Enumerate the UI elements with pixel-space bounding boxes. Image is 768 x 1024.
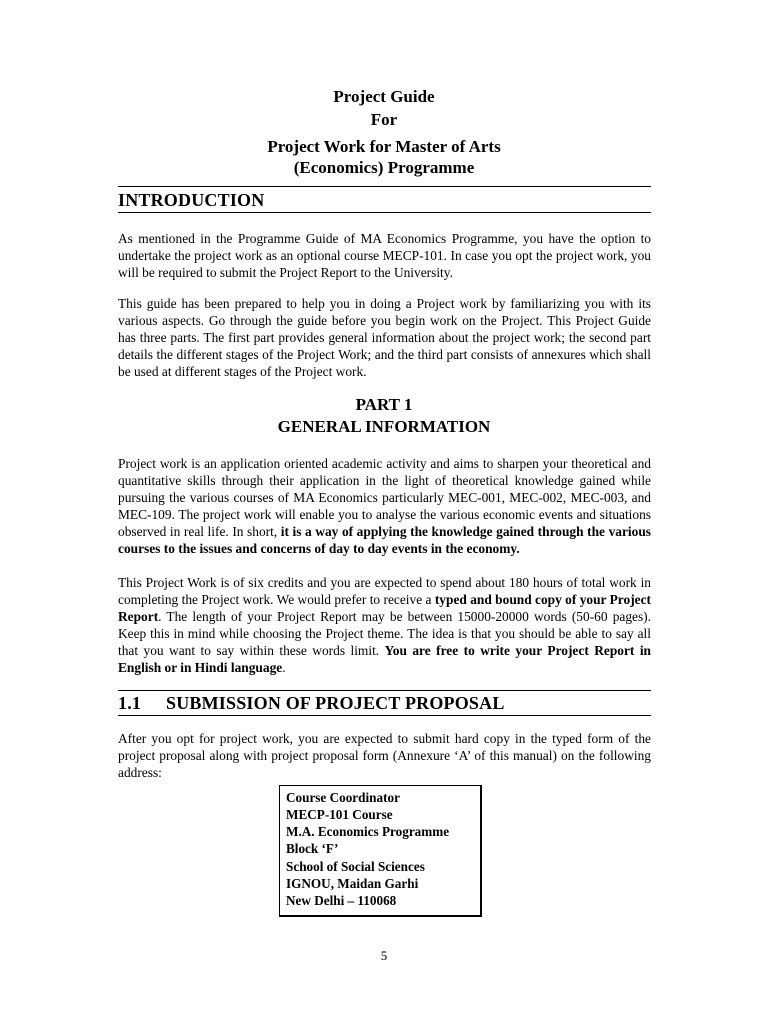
part1-paragraph-2-c: . The length of your Project Report may be between 15000-20000 words (50-60 pages). Keep this in mind while choosing the Project theme. The idea is that you should be able to say all that you want to say within these words limit. bbox=[118, 609, 651, 658]
rule-intro-bottom bbox=[118, 212, 651, 213]
part1-subtitle: GENERAL INFORMATION bbox=[277, 417, 491, 436]
part1-paragraph-1-text: Project work is an application oriented academic activity and aims to sharpen your theoretical and quantitative skills through their application in the light of theoretical knowledge gained while pursuing the various courses of MA Economics particularly MEC-001, MEC-002, MEC-003, and MEC-109. The project work will enable you to analyse the various economic events and situations observed in real life. In short, bbox=[118, 456, 651, 539]
address-line: MECP-101 Course bbox=[286, 807, 393, 822]
part1-paragraph-2-e: . bbox=[282, 660, 286, 675]
address-line: M.A. Economics Programme bbox=[286, 824, 450, 839]
introduction-heading: INTRODUCTION bbox=[118, 190, 265, 210]
address-line: Block ‘F’ bbox=[286, 841, 339, 856]
address-line: Course Coordinator bbox=[286, 790, 400, 805]
address-line: IGNOU, Maidan Garhi bbox=[286, 876, 419, 891]
part1-paragraph-2 bbox=[118, 574, 651, 676]
title-programme: (Economics) Programme bbox=[293, 158, 475, 177]
title-project-work: Project Work for Master of Arts bbox=[267, 137, 501, 156]
part1-paragraph-2-a: This Project Work is of six credits and you are expected to spend about 180 hours of total work in completing the Project work. We would prefer to receive a bbox=[118, 575, 651, 607]
section-number: 1.1 bbox=[118, 693, 142, 713]
address-line: School of Social Sciences bbox=[286, 859, 425, 874]
introduction-paragraph-2: This guide has been prepared to help you in doing a Project work by familiarizing you with its various aspects. Go through the guide before you begin work on the Project. This Project Guide has three parts. The first part provides general information about the project work; the second part details the different stages of the Project Work; and the third part consists of annexures which shall be used at different stages of the Project work. bbox=[118, 296, 651, 379]
part1-paragraph-2-d: You are free to write your Project Report in English or in Hindi language bbox=[118, 643, 651, 675]
page-number: 5 bbox=[380, 948, 388, 963]
part1-paragraph-1 bbox=[118, 455, 651, 557]
title-project-guide: Project Guide bbox=[333, 87, 435, 106]
address-line: New Delhi – 110068 bbox=[286, 893, 397, 908]
part1-paragraph-2-b: typed and bound copy of your Project Report bbox=[118, 592, 651, 624]
introduction-paragraph-1: As mentioned in the Programme Guide of MA Economics Programme, you have the option to undertake the project work as an optional course MECP-101. In case you opt the project work, you will be required to submit the Project Report to the University. bbox=[118, 231, 651, 280]
part1-title: PART 1 bbox=[355, 395, 413, 414]
section-1-1-paragraph: After you opt for project work, you are expected to submit hard copy in the typed form of the project proposal along with project proposal form (Annexure ‘A’ of this manual) on the following address: bbox=[118, 731, 651, 780]
section-title: SUBMISSION OF PROJECT PROPOSAL bbox=[166, 693, 505, 713]
title-for: For bbox=[370, 110, 398, 129]
section-1-1-heading bbox=[118, 692, 505, 714]
rule-section-bottom bbox=[118, 715, 651, 716]
rule-section-top bbox=[118, 690, 651, 691]
part1-paragraph-1-bold: it is a way of applying the knowledge gained through the various courses to the issues and concerns of day to day events in the economy. bbox=[118, 524, 651, 556]
rule-intro-top bbox=[118, 186, 651, 187]
